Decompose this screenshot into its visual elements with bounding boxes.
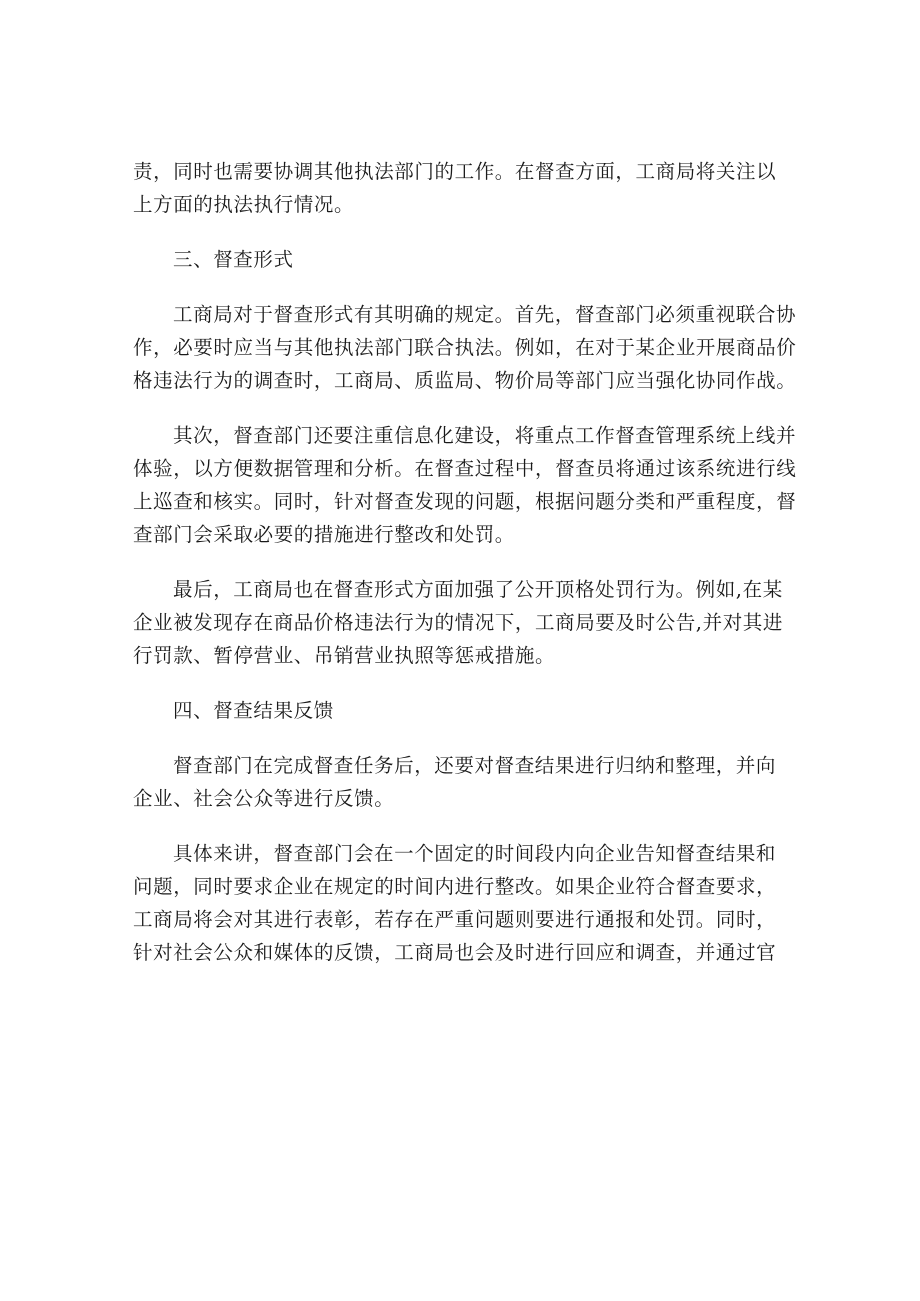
text-line: 行罚款、暂停营业、吊销营业执照等惩戒措施。 xyxy=(133,644,556,667)
paragraph-feedback-summary xyxy=(133,749,793,815)
text-line: 企业、社会公众等进行反馈。 xyxy=(133,787,395,810)
section-heading-result-feedback xyxy=(133,694,793,727)
text-line: 作，必要时应当与其他执法部门联合执法。例如，在对于某企业开展商品价 xyxy=(133,336,797,359)
paragraph-continuation xyxy=(133,155,793,221)
text-line: 工商局将会对其进行表彰，若存在严重问题则要进行通报和处罚。同时， xyxy=(133,908,777,931)
text-line: 问题，同时要求企业在规定的时间内进行整改。如果企业符合督查要求， xyxy=(133,875,777,898)
text-line: 针对社会公众和媒体的反馈，工商局也会及时进行回应和调查，并通过官 xyxy=(133,941,777,964)
text-line: 查部门会采取必要的措施进行整改和处罚。 xyxy=(133,523,515,546)
text-line: 具体来讲，督查部门会在一个固定的时间段内向企业告知督查结果和 xyxy=(173,842,777,865)
paragraph-public-penalty xyxy=(133,573,793,672)
text-line: 责，同时也需要协调其他执法部门的工作。在督查方面，工商局将关注以 xyxy=(133,160,777,183)
text-line: 上巡查和核实。同时，针对督查发现的问题，根据问题分类和严重程度，督 xyxy=(133,490,797,513)
section-heading-supervision-form xyxy=(133,243,793,276)
paragraph-feedback-details xyxy=(133,837,793,969)
text-line: 格违法行为的调查时，工商局、质监局、物价局等部门应当强化协同作战。 xyxy=(133,369,797,392)
text-line: 上方面的执法执行情况。 xyxy=(133,193,355,216)
text-line: 体验，以方便数据管理和分析。在督查过程中，督查员将通过该系统进行线 xyxy=(133,457,797,480)
text-line: 最后，工商局也在督查形式方面加强了公开顶格处罚行为。例如,在某 xyxy=(173,578,783,601)
paragraph-joint-cooperation xyxy=(133,298,797,397)
text-line: 企业被发现存在商品价格违法行为的情况下，工商局要及时公告,并对其进 xyxy=(133,611,783,634)
document-body xyxy=(133,155,797,991)
heading-text: 四、督查结果反馈 xyxy=(173,699,334,722)
paragraph-informatization xyxy=(133,419,797,551)
text-line: 督查部门在完成督查任务后，还要对督查结果进行归纳和整理，并向 xyxy=(173,754,777,777)
heading-text: 三、督查形式 xyxy=(173,248,294,271)
text-line: 其次，督查部门还要注重信息化建设，将重点工作督查管理系统上线并 xyxy=(173,424,797,447)
text-line: 工商局对于督查形式有其明确的规定。首先，督查部门必须重视联合协 xyxy=(173,303,797,326)
